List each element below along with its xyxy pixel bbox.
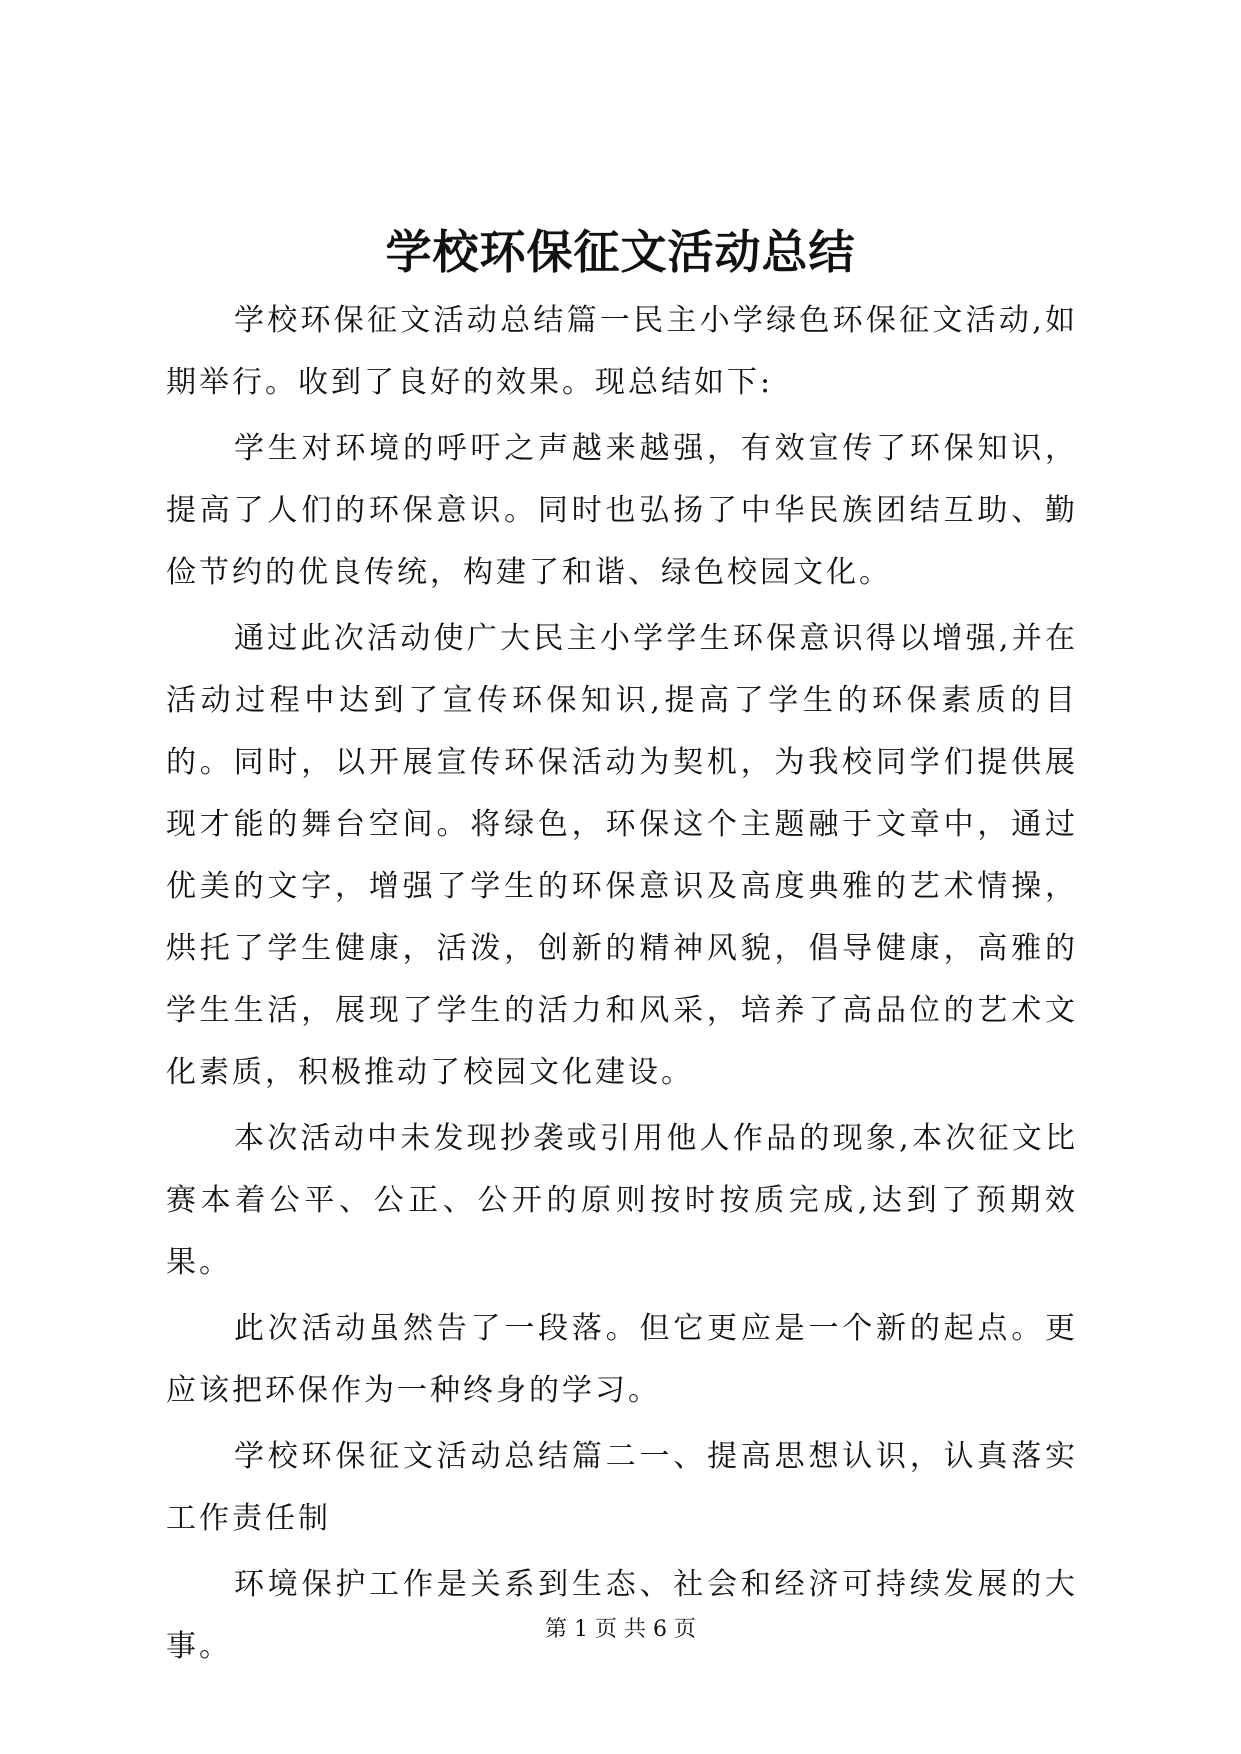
paragraph: 学生对环境的呼吁之声越来越强，有效宣传了环保知识，提高了人们的环保意识。同时也弘扬了中华民族团结互助、勤俭节约的优良传统，构建了和谐、绿色校园文化。 — [166, 431, 1078, 590]
paragraph: 本次活动中未发现抄袭或引用他人作品的现象,本次征文比赛本着公平、公正、公开的原则按时按质完成,达到了预期效果。 — [166, 1121, 1078, 1280]
document-title: 学校环保征文活动总结 — [385, 225, 856, 279]
paragraph: 学校环保征文活动总结篇二一、提高思想认识，认真落实工作责任制 — [166, 1439, 1078, 1536]
paragraph: 通过此次活动使广大民主小学学生环保意识得以增强,并在活动过程中达到了宣传环保知识,提高了学生的环保素质的目的。同时，以开展宣传环保活动为契机，为我校同学们提供展现才能的舞台空间。将绿色，环保这个主题融于文章中，通过优美的文字，增强了学生的环保意识及高度典雅的艺术情操，烘托了学生健康，活泼，创新的精神风貌，倡导健康，高雅的学生生活，展现了学生的活力和风采，培养了高品位的艺术文化素质，积极推动了校园文化建设。 — [166, 621, 1078, 1090]
paragraph: 环境保护工作是关系到生态、社会和经济可持续发展的大事。 — [166, 1567, 1078, 1664]
paragraph: 学校环保征文活动总结篇一民主小学绿色环保征文活动,如期举行。收到了良好的效果。现总结如下: — [166, 303, 1078, 400]
document-body — [166, 290, 1078, 1682]
paragraph: 此次活动虽然告了一段落。但它更应是一个新的起点。更应该把环保作为一种终身的学习。 — [166, 1311, 1078, 1408]
page-number-footer: 第 1 页 共 6 页 — [545, 1617, 696, 1642]
